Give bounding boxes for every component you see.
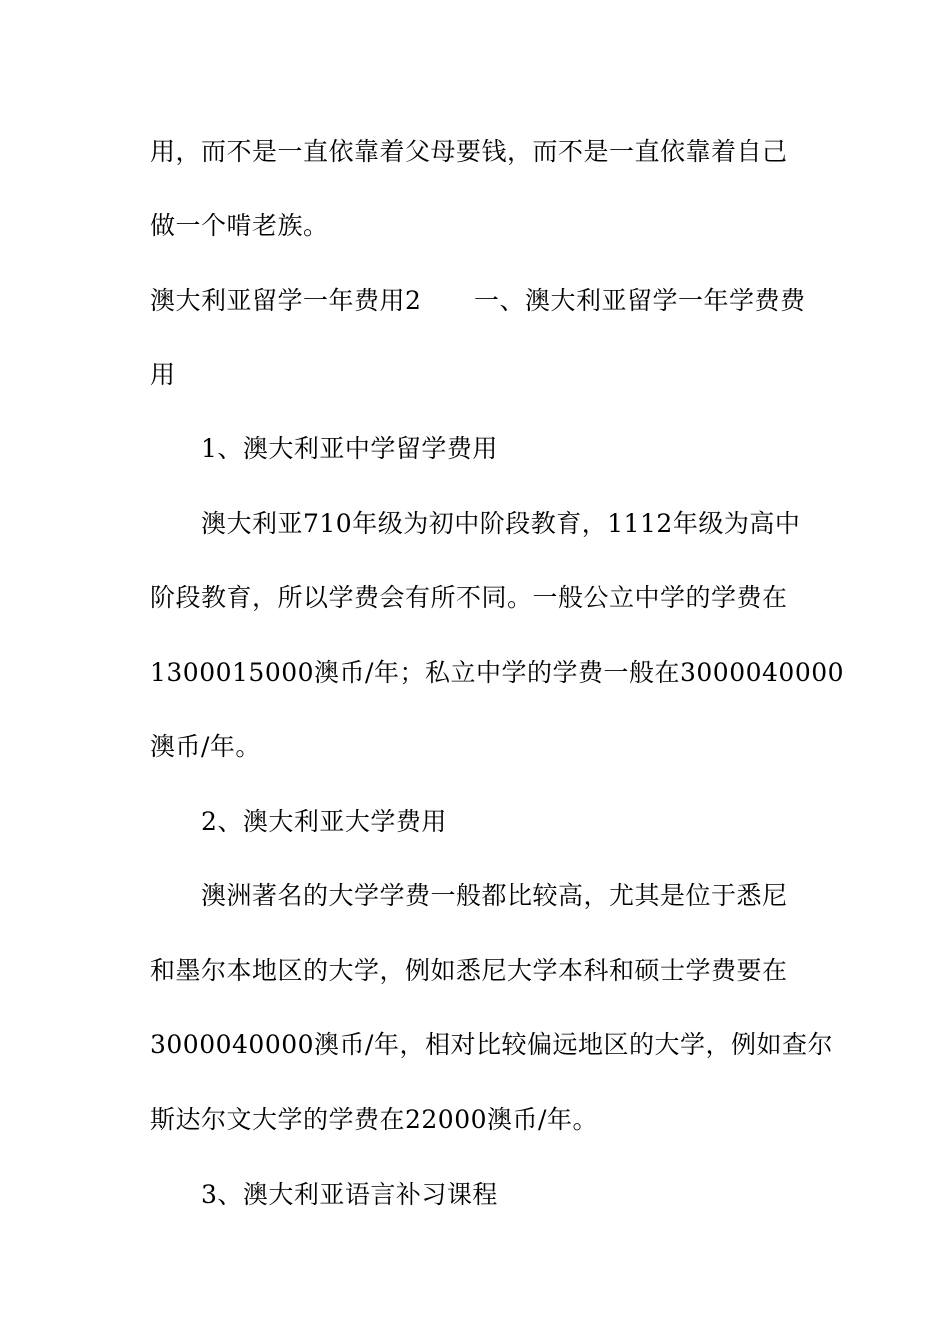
section-heading: 一、澳大利亚留学一年学费费 bbox=[474, 286, 806, 315]
paragraph-line: 3000040000澳币/年，相对比较偏远地区的大学，例如查尔 bbox=[150, 1030, 833, 1059]
subheading-middle-school: 1、澳大利亚中学留学费用 bbox=[201, 434, 498, 463]
section-heading-continued: 用 bbox=[150, 360, 176, 389]
subheading-university: 2、澳大利亚大学费用 bbox=[201, 807, 447, 836]
section-title: 澳大利亚留学一年费用2 bbox=[150, 286, 422, 315]
paragraph-line: 做一个啃老族。 bbox=[150, 211, 329, 240]
paragraph-line: 用，而不是一直依靠着父母要钱，而不是一直依靠着自己 bbox=[150, 137, 788, 166]
paragraph-line: 澳洲著名的大学学费一般都比较高，尤其是位于悉尼 bbox=[201, 881, 788, 910]
paragraph-line: 和墨尔本地区的大学，例如悉尼大学本科和硕士学费要在 bbox=[150, 956, 788, 985]
subheading-language-course: 3、澳大利亚语言补习课程 bbox=[201, 1180, 498, 1209]
paragraph-line: 阶段教育，所以学费会有所不同。一般公立中学的学费在 bbox=[150, 583, 788, 612]
paragraph-line: 澳币/年。 bbox=[150, 732, 261, 761]
paragraph-line: 斯达尔文大学的学费在22000澳币/年。 bbox=[150, 1105, 598, 1134]
paragraph-line: 澳大利亚710年级为初中阶段教育，1112年级为高中 bbox=[201, 509, 801, 538]
paragraph-line: 1300015000澳币/年；私立中学的学费一般在3000040000 bbox=[150, 658, 845, 687]
